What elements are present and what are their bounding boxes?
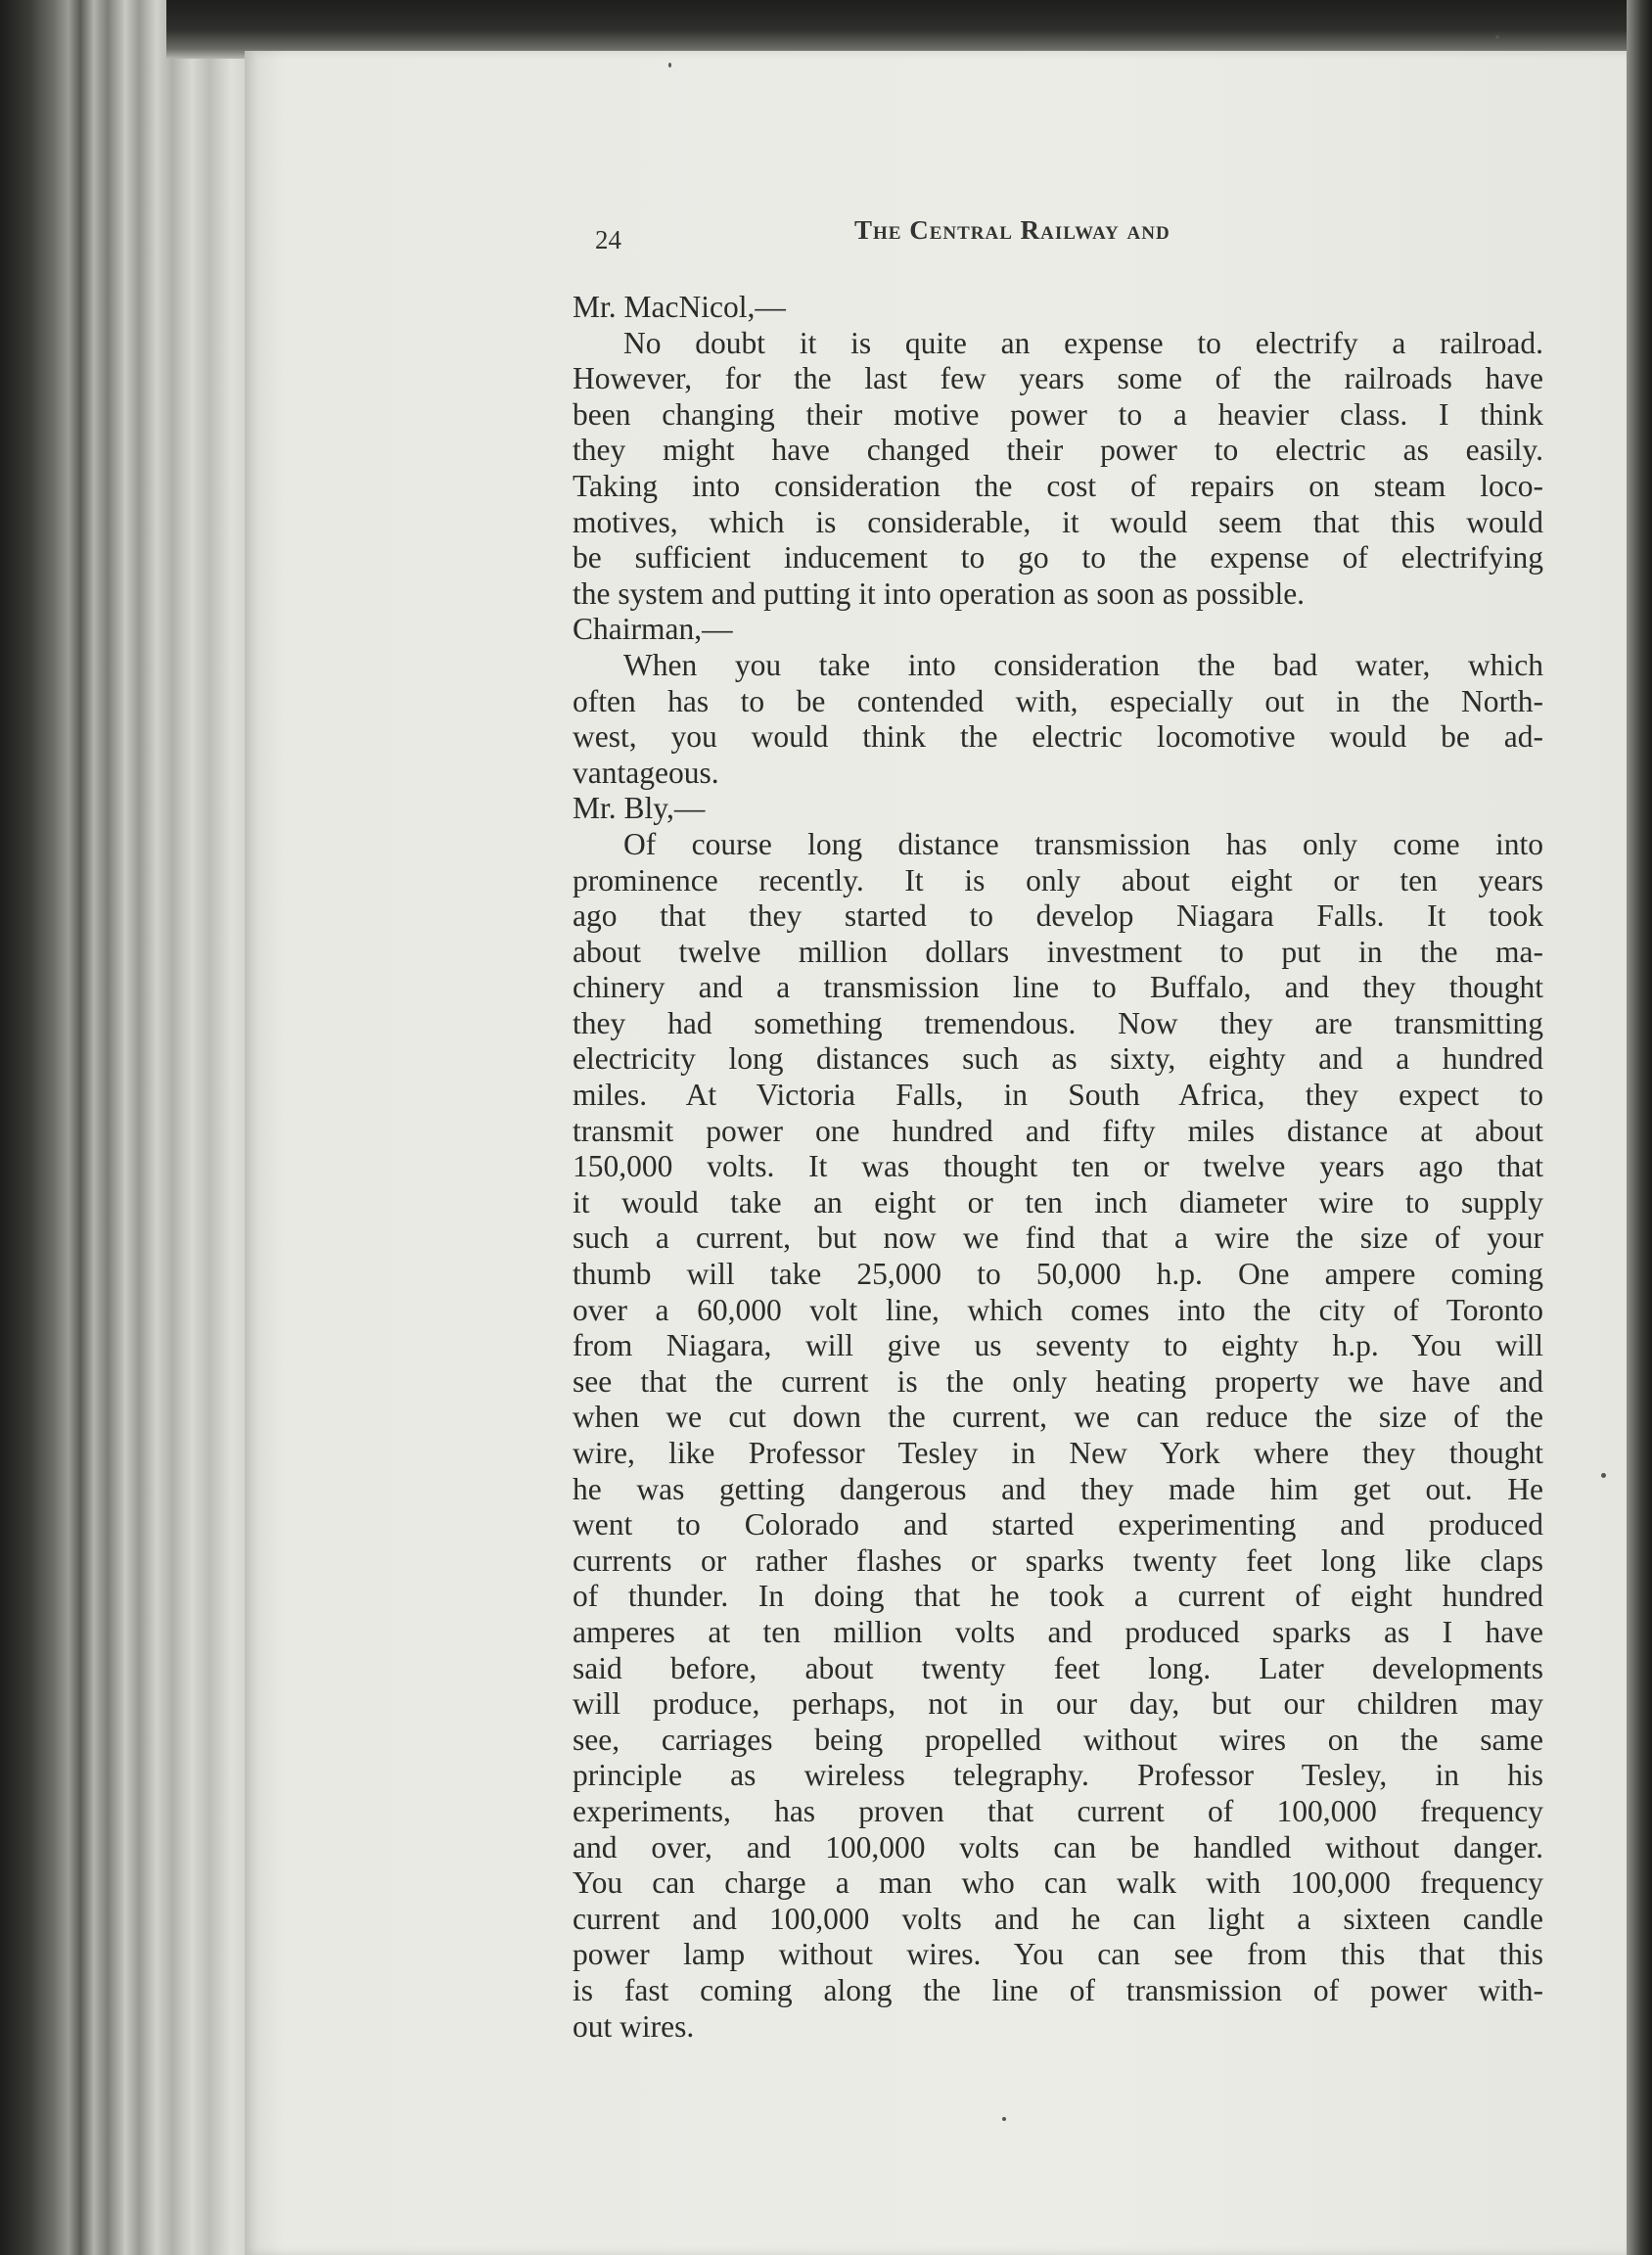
body-text <box>573 290 1543 2045</box>
paragraph <box>573 827 1543 2045</box>
text-line: currents or rather flashes or sparks twenty feet long like claps <box>573 1542 1543 1578</box>
text-line: of thunder. In doing that he took a current of eight hundred <box>573 1579 1543 1614</box>
speaker-label: Mr. MacNicol,— <box>573 290 786 324</box>
text-line: he was getting dangerous and they made him get out. He <box>573 1471 1543 1506</box>
running-title: The Central Railway and <box>854 215 1170 245</box>
text-line: 150,000 volts. It was thought ten or twelve years ago that <box>573 1149 1543 1184</box>
text-line: the system and putting it into operation as soon as possible. <box>573 575 1306 611</box>
text-line: transmit power one hundred and fifty miles distance at about <box>573 1113 1543 1148</box>
text-line: prominence recently. It is only about eight or ten years <box>573 862 1543 897</box>
text-line: be sufficient inducement to go to the expense of electrifying <box>573 540 1543 575</box>
text-line: You can charge a man who can walk with 100,000 frequency <box>573 1865 1543 1901</box>
text-line: motives, which is considerable, it would seem that this would <box>573 504 1543 539</box>
dust-speck <box>668 63 671 68</box>
book-top-edge <box>166 0 1634 59</box>
text-line: No doubt it is quite an expense to electrify a railroad. <box>623 325 1543 360</box>
text-line: see, carriages being propelled without wires on the same <box>573 1722 1543 1757</box>
paragraph <box>573 326 1543 613</box>
speaker-label: Chairman,— <box>573 612 733 647</box>
text-line: Taking into consideration the cost of repairs on steam loco- <box>573 468 1543 503</box>
text-line: wire, like Professor Tesley in New York where they thought <box>573 1436 1543 1470</box>
text-line: and over, and 100,000 volts can be handled without danger. <box>573 1829 1543 1864</box>
text-line: been changing their motive power to a heavier class. I think <box>573 396 1543 432</box>
text-line: chinery and a transmission line to Buffalo, and they thought <box>573 970 1543 1005</box>
running-head <box>595 215 1574 254</box>
text-line: from Niagara, will give us seventy to eighty h.p. You will <box>573 1328 1543 1363</box>
text-line: When you take into consideration the bad water, which <box>623 647 1543 682</box>
text-line: vantageous. <box>573 755 719 790</box>
text-line: over a 60,000 volt line, which comes into the city of Toronto <box>573 1292 1543 1327</box>
text-line: will produce, perhaps, not in our day, but our children may <box>573 1686 1543 1722</box>
text-line: experiments, has proven that current of 100,000 frequency <box>573 1793 1543 1828</box>
text-line: power lamp without wires. You can see from this that this <box>573 1937 1543 1972</box>
text-line: they had something tremendous. Now they are transmitting <box>573 1005 1543 1040</box>
dust-speck <box>1002 2117 1006 2121</box>
text-line: amperes at ten million volts and produced sparks as I have <box>573 1614 1543 1649</box>
text-line: see that the current is the only heating property we have and <box>573 1363 1543 1399</box>
text-line: such a current, but now we find that a wire the size of your <box>573 1220 1543 1256</box>
text-line: ago that they started to develop Niagara Falls. It took <box>573 898 1543 934</box>
text-line: about twelve million dollars investment to put in the ma- <box>573 934 1543 969</box>
text-line: they might have changed their power to electric as easily. <box>573 433 1543 468</box>
text-line: out wires. <box>573 2008 695 2044</box>
text-line: electricity long distances such as sixty, eighty and a hundred <box>573 1041 1543 1077</box>
text-line: west, you would think the electric locomotive would be ad- <box>573 719 1543 755</box>
text-line: said before, about twenty feet long. Later developments <box>573 1650 1543 1685</box>
text-line: miles. At Victoria Falls, in South Africa, they expect to <box>573 1078 1543 1113</box>
text-line: is fast coming along the line of transmission of power with- <box>573 1972 1543 2007</box>
text-line: thumb will take 25,000 to 50,000 h.p. One ampere coming <box>573 1257 1543 1292</box>
page-number: 24 <box>595 225 621 254</box>
dust-speck <box>1601 1473 1606 1478</box>
text-line: when we cut down the current, we can reduce the size of the <box>573 1400 1543 1435</box>
text-line: it would take an eight or ten inch diameter wire to supply <box>573 1184 1543 1220</box>
book-page-stack <box>0 0 254 2255</box>
text-line: current and 100,000 volts and he can light a sixteen candle <box>573 1901 1543 1936</box>
text-line: However, for the last few years some of the railroads have <box>573 361 1543 396</box>
book-right-edge <box>1627 0 1652 2255</box>
text-line: principle as wireless telegraphy. Professor Tesley, in his <box>573 1758 1543 1793</box>
text-line: Of course long distance transmission has only come into <box>623 826 1543 861</box>
paragraph <box>573 648 1543 791</box>
text-line: often has to be contended with, especially out in the North- <box>573 683 1543 718</box>
dust-speck <box>1495 35 1499 39</box>
speaker-label: Mr. Bly,— <box>573 791 706 826</box>
text-line: went to Colorado and started experimenting and produced <box>573 1507 1543 1542</box>
